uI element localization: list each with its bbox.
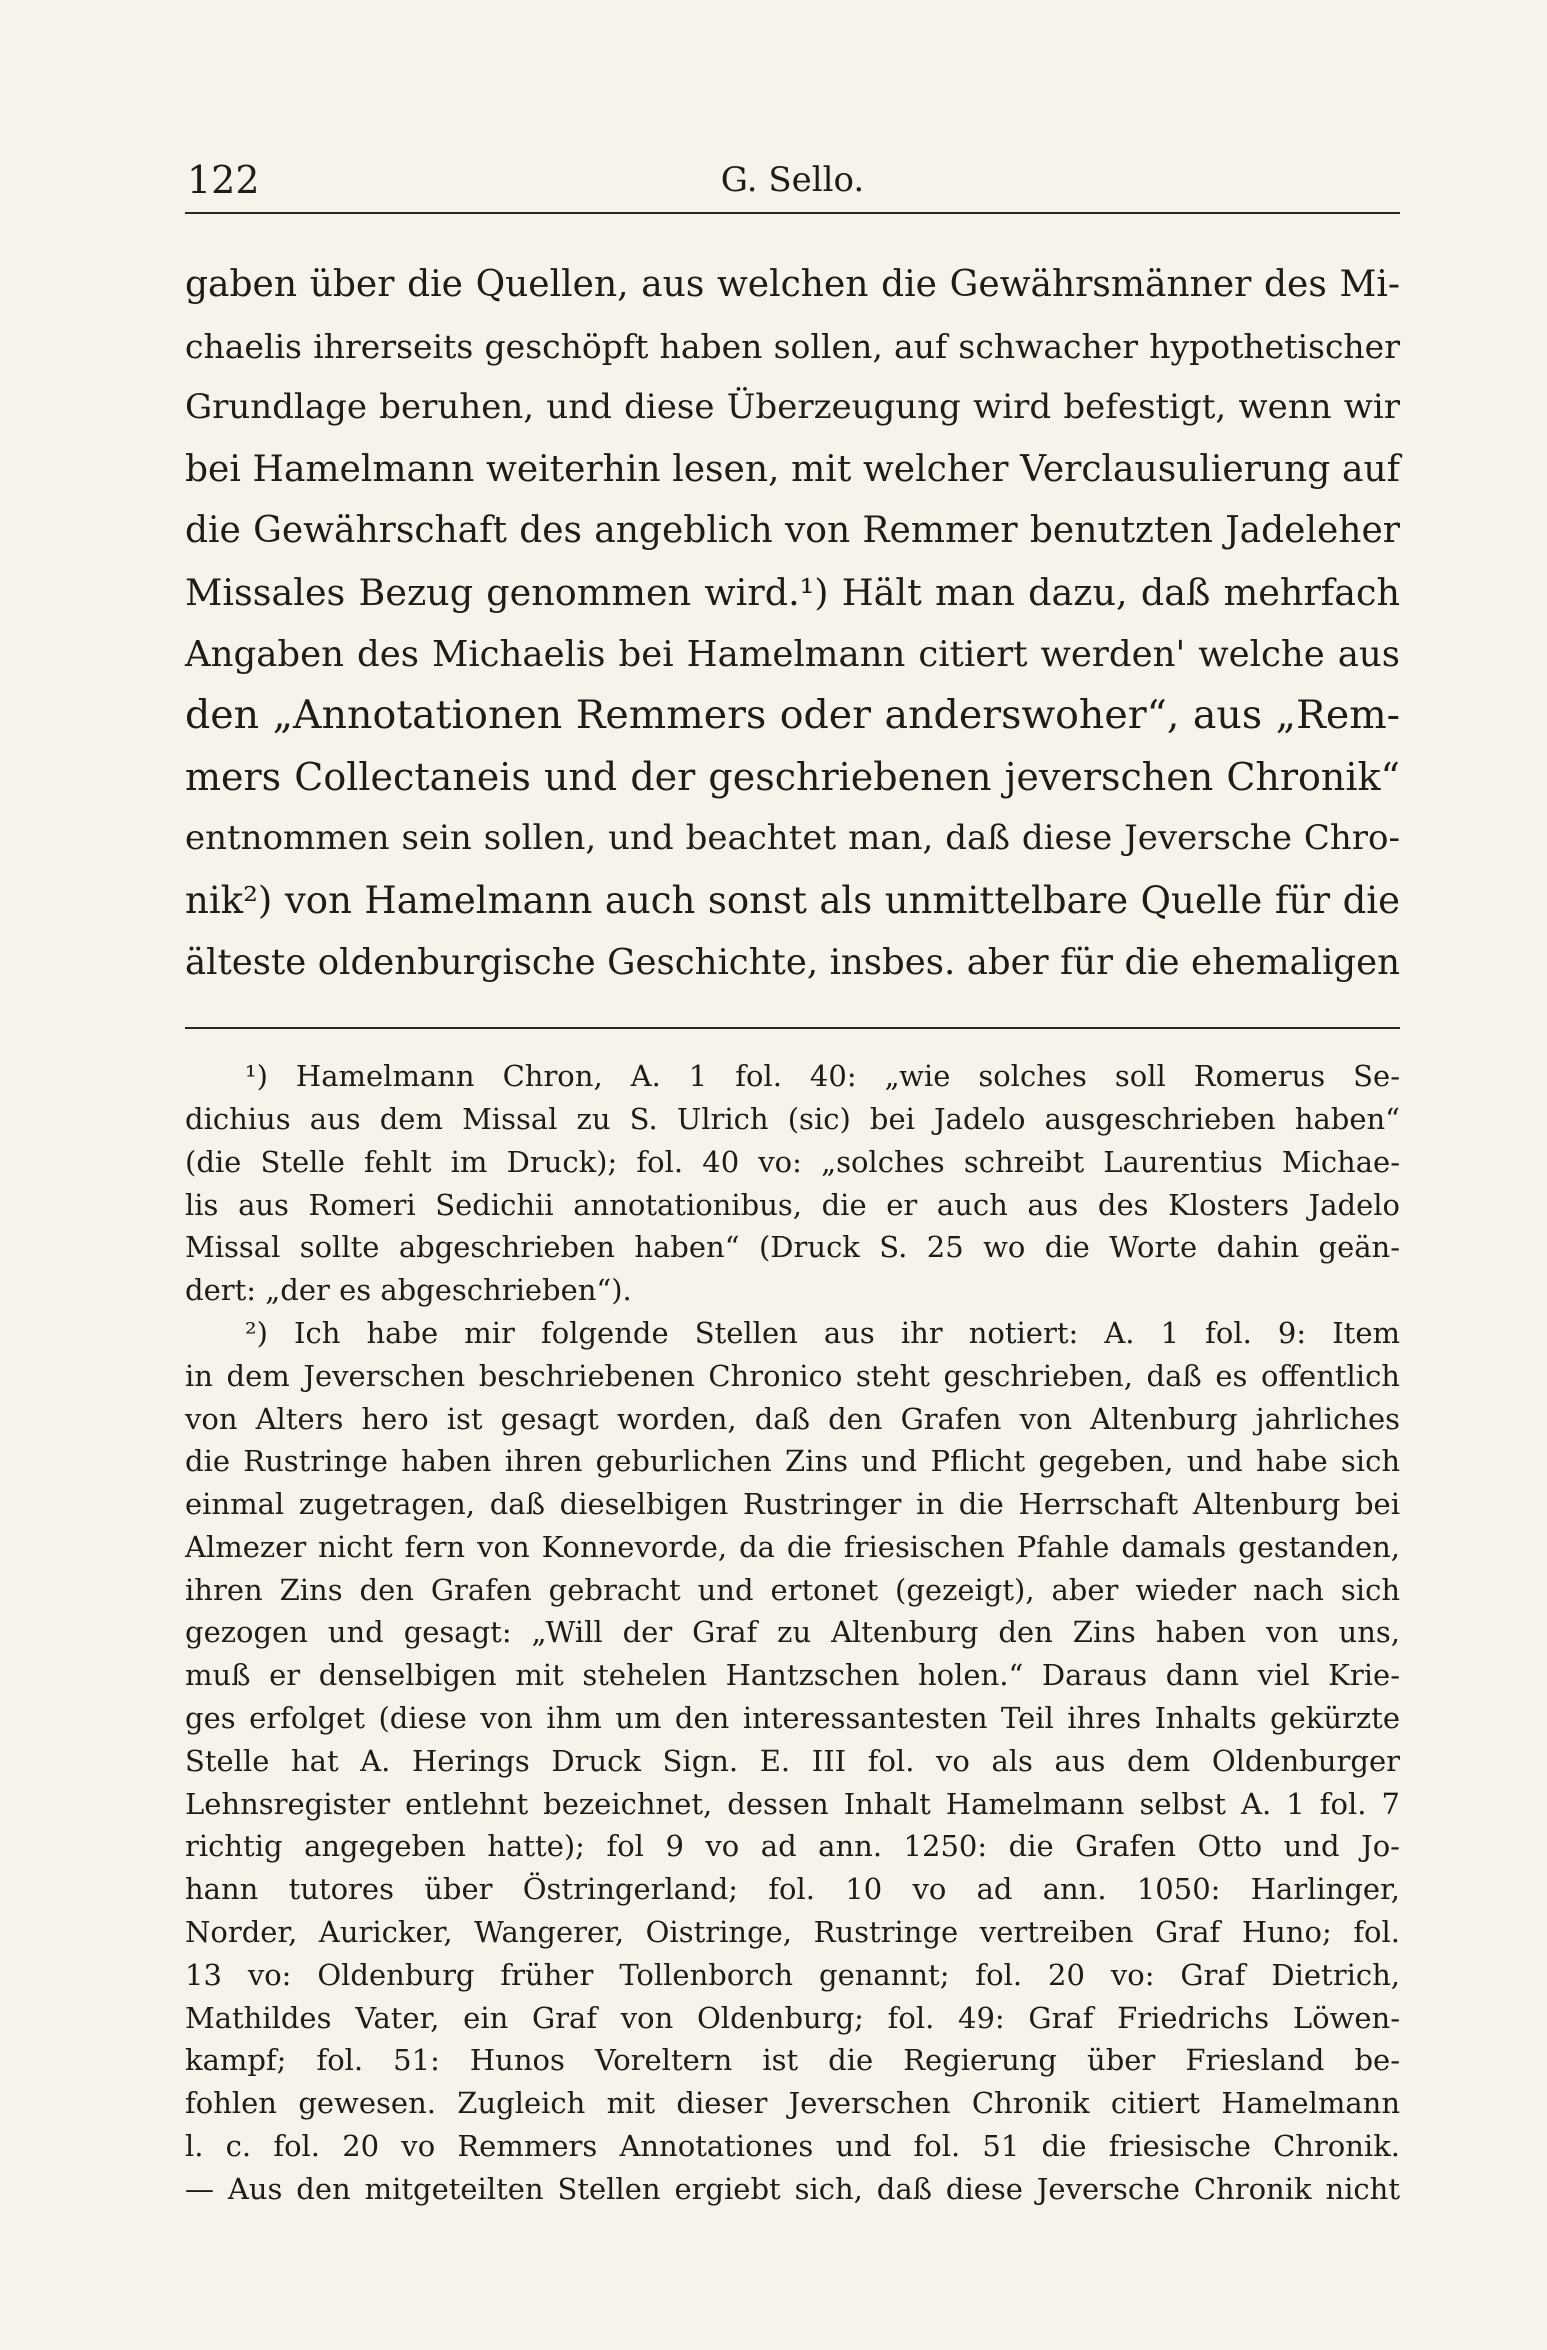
footnote-1-line: lis aus Romeri Sedichii annotationibus, die er auch aus des Klosters Jadelo (185, 1187, 1400, 1222)
footnote-2-line: ges erfolget (diese von ihm um den interessantesten Teil ihres Inhalts gekürzte (185, 1701, 1400, 1736)
footnote-2-line: die Rustringe haben ihren geburlichen Zins und Pflicht gegeben, und habe sich (185, 1444, 1400, 1479)
running-title: G. Sello. (720, 160, 865, 200)
footnote-2-line: in dem Jeverschen beschriebenen Chronico steht geschrieben, daß es offentlich (185, 1358, 1400, 1393)
body-line: nik²) von Hamelmann auch sonst als unmittelbare Quelle für die (185, 878, 1400, 922)
footnotes (185, 1055, 1400, 2211)
footnote-2-line: richtig angegeben hatte); fol 9 vo ad ann. 1250: die Grafen Otto und Jo- (185, 1829, 1400, 1864)
footnote-2-line: Stelle hat A. Herings Druck Sign. E. III fol. vo als aus dem Oldenburger (185, 1743, 1400, 1778)
body-line: Missales Bezug genommen wird.¹) Hält man dazu, daß mehrfach (185, 570, 1400, 614)
body-line: Angaben des Michaelis bei Hamelmann citiert werden' welche aus (185, 633, 1400, 675)
footnote-2-line: Almezer nicht fern von Konnevorde, da die friesischen Pfahle damals gestanden, (185, 1529, 1400, 1564)
footnote-2-line: muß er denselbigen mit stehelen Hantzschen holen.“ Daraus dann viel Krie- (185, 1658, 1400, 1693)
body-line: älteste oldenburgische Geschichte, insbes. aber für die ehemaligen (185, 941, 1400, 983)
footnote-2-line: kampf; fol. 51: Hunos Voreltern ist die Regierung über Friesland be- (185, 2043, 1400, 2078)
footnote-1-line: Missal sollte abgeschrieben haben“ (Druck S. 25 wo die Worte dahin geän- (185, 1230, 1400, 1265)
footnote-2-line: von Alters hero ist gesagt worden, daß den Grafen von Altenburg jahrliches (185, 1401, 1400, 1436)
footnote-1-line: ¹) Hamelmann Chron, A. 1 fol. 40: „wie solches soll Romerus Se- (245, 1059, 1400, 1094)
body-line: den „Annotationen Remmers oder anderswoher“, aus „Rem- (185, 692, 1400, 739)
footnote-2-line: 13 vo: Oldenburg früher Tollenborch genannt; fol. 20 vo: Graf Dietrich, (185, 1957, 1400, 1992)
footnote-1-line: dert: „der es abgeschrieben“). (185, 1273, 632, 1308)
footnote-2-line: gezogen und gesagt: „Will der Graf zu Altenburg den Zins haben von uns, (185, 1615, 1400, 1650)
footnote-1-line: dichius aus dem Missal zu S. Ulrich (sic) bei Jadelo ausgeschrieben haben“ (185, 1101, 1400, 1136)
body-line: mers Collectaneis und der geschriebenen jeverschen Chronik“ (185, 754, 1400, 799)
footnote-2-line: ihren Zins den Grafen gebracht und ertonet (gezeigt), aber wieder nach sich (185, 1572, 1400, 1607)
page-number: 122 (187, 158, 260, 202)
footnote-2-line: ²) Ich habe mir folgende Stellen aus ihr notiert: A. 1 fol. 9: Item (245, 1315, 1400, 1350)
body-line: chaelis ihrerseits geschöpft haben sollen, auf schwacher hypothetischer (185, 326, 1400, 366)
footnote-2-line: Norder, Auricker, Wangerer, Oistringe, Rustringe vertreiben Graf Huno; fol. (185, 1915, 1400, 1950)
footnote-divider (185, 1027, 1400, 1029)
footnote-2-line: Lehnsregister entlehnt bezeichnet, dessen Inhalt Hamelmann selbst A. 1 fol. 7 (185, 1786, 1400, 1821)
footnote-2-line: — Aus den mitgeteilten Stellen ergiebt sich, daß diese Jeversche Chronik nicht (185, 2171, 1400, 2206)
footnote-1-line: (die Stelle fehlt im Druck); fol. 40 vo: „solches schreibt Laurentius Michae- (185, 1144, 1400, 1179)
footnote-2-line: fohlen gewesen. Zugleich mit dieser Jeverschen Chronik citiert Hamelmann (185, 2086, 1400, 2121)
body-text (185, 254, 1400, 993)
body-line: die Gewährschaft des angeblich von Remmer benutzten Jadeleher (185, 510, 1400, 552)
body-line: bei Hamelmann weiterhin lesen, mit welcher Verclausulierung auf (185, 448, 1400, 490)
body-line: entnommen sein sollen, und beachtet man, daß diese Jeversche Chro- (185, 818, 1400, 859)
page-header (185, 150, 1400, 214)
footnote-2-line: hann tutores über Östringerland; fol. 10 vo ad ann. 1050: Harlinger, (185, 1872, 1400, 1907)
footnote-2-line: einmal zugetragen, daß dieselbigen Rustringer in die Herrschaft Altenburg bei (185, 1487, 1400, 1522)
body-line: Grundlage beruhen, und diese Überzeugung wird befestigt, wenn wir (185, 387, 1400, 428)
footnote-2-line: Mathildes Vater, ein Graf von Oldenburg; fol. 49: Graf Friedrichs Löwen- (185, 2000, 1400, 2035)
footnote-2-line: l. c. fol. 20 vo Remmers Annotationes und fol. 51 die friesische Chronik. (185, 2129, 1400, 2164)
page (185, 150, 1400, 2211)
body-line: gaben über die Quellen, aus welchen die Gewährsmänner des Mi- (185, 264, 1400, 305)
